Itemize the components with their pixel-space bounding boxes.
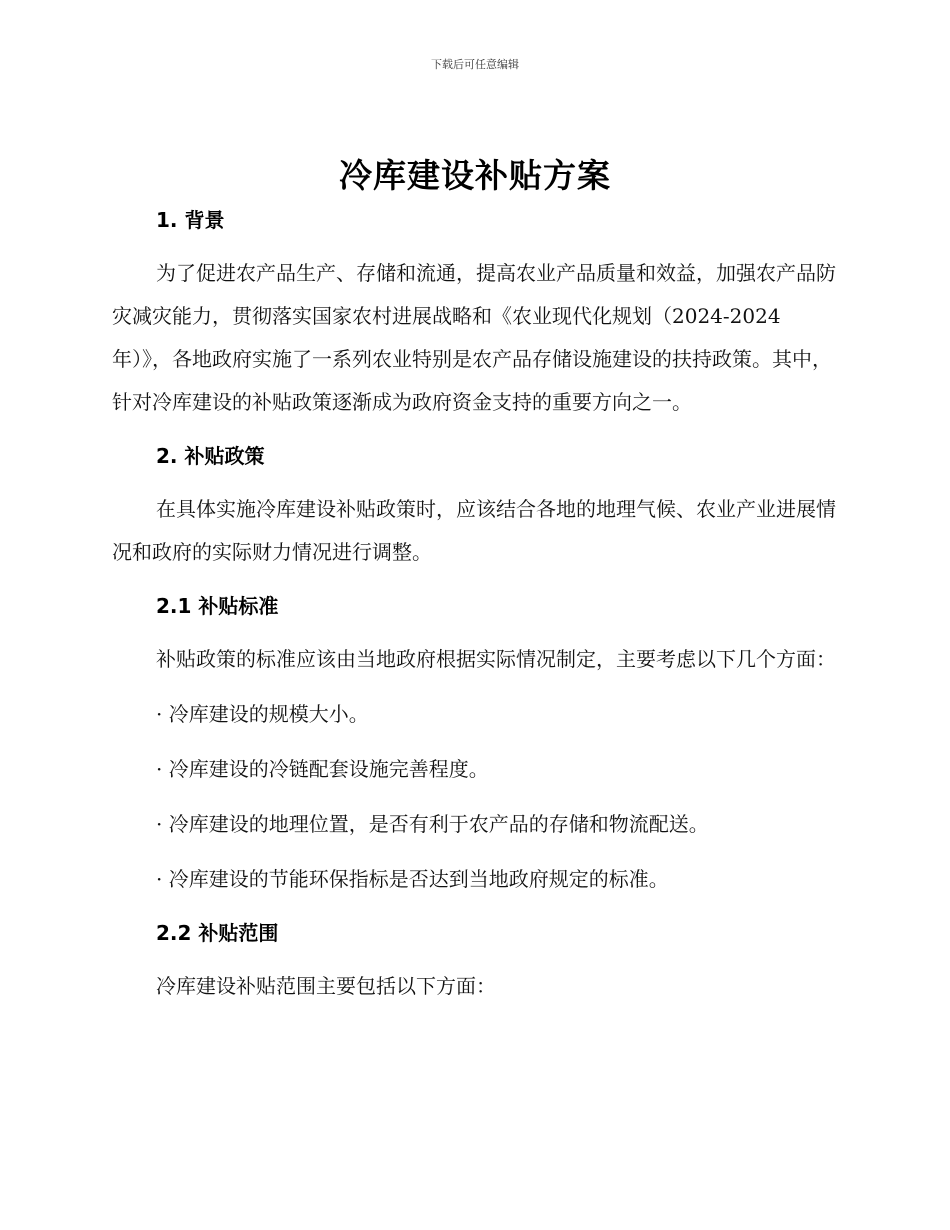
section-paragraph-background: 为了促进农产品生产、存储和流通，提高农业产品质量和效益，加强农产品防灾减灾能力，贯彻落实国家农村进展战略和《农业现代化规划（2024-2024年）》，各地政府实施了一系列农业特别是农产品存储设施建设的扶持政策。其中，针对冷库建设的补贴政策逐渐成为政府资金支持的重要方向之一。 bbox=[112, 261, 836, 414]
section-paragraph-scope: 冷库建设补贴范围主要包括以下方面： bbox=[156, 974, 496, 998]
section-paragraph-policy: 在具体实施冷库建设补贴政策时，应该结合各地的地理气候、农业产业进展情况和政府的实际财力情况进行调整。 bbox=[112, 497, 836, 564]
list-item: · 冷库建设的规模大小。 bbox=[156, 702, 369, 726]
document-body bbox=[112, 200, 838, 1008]
section-heading-background: 1. 背景 bbox=[156, 208, 225, 232]
document-title: 冷库建设补贴方案 bbox=[339, 156, 611, 195]
section-heading-standard: 2.1 补贴标准 bbox=[156, 594, 279, 618]
list-item: · 冷库建设的地理位置，是否有利于农产品的存储和物流配送。 bbox=[156, 812, 709, 836]
list-item: · 冷库建设的冷链配套设施完善程度。 bbox=[156, 757, 489, 781]
list-item: · 冷库建设的节能环保指标是否达到当地政府规定的标准。 bbox=[156, 867, 669, 891]
section-heading-scope: 2.2 补贴范围 bbox=[156, 921, 279, 945]
section-heading-policy: 2. 补贴政策 bbox=[156, 444, 265, 468]
section-paragraph-standard: 补贴政策的标准应该由当地政府根据实际情况制定，主要考虑以下几个方面： bbox=[156, 647, 836, 671]
page-header: 下载后可任意编辑 bbox=[431, 58, 519, 71]
